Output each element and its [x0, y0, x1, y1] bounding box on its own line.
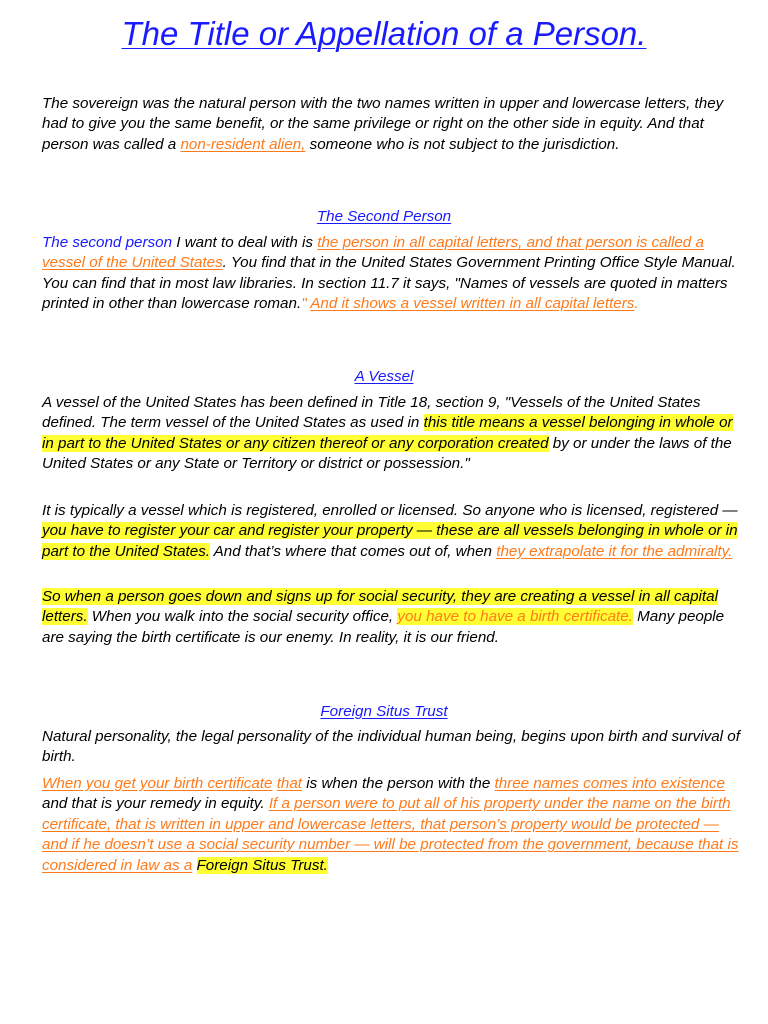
foreign-situs-trust-highlight: Foreign Situs Trust.: [196, 856, 328, 874]
register-property-highlight: you have to register your car and register your property — these are all vessels belonging in whole or in part to the United States.: [42, 522, 738, 560]
birth-certificate-paragraph: [42, 774, 742, 876]
vessel-capital-letters-link[interactable]: And it shows a vessel written in all capital letters: [310, 295, 635, 313]
second-person-lead: The second person: [42, 234, 173, 251]
vessel-registered-paragraph: [42, 501, 742, 562]
trust-text-space-3: [192, 857, 196, 874]
registered-text-2: And that’s where that comes out of, when: [210, 542, 497, 560]
social-security-text-2: Many people are saying the birth certificate is our enemy. In reality, it is our friend.: [42, 608, 725, 646]
heading-second-person[interactable]: The Second Person: [316, 208, 452, 225]
birth-certificate-link[interactable]: When you get your birth certificate: [42, 775, 273, 792]
natural-personality-paragraph: Natural personality, the legal personality of the individual human being, begins upon birth and survival of birth.: [42, 728, 740, 766]
trust-text-1: is when the person with the: [302, 775, 495, 792]
non-resident-alien-link[interactable]: non-resident alien,: [180, 135, 306, 153]
vessel-text-2: by or under the laws of the United States or any State or Territory or district or possession.": [42, 434, 732, 473]
property-name-link[interactable]: If a person were to put all of his property under the name on the birth certificate, that is written in upper and lowercase letters,: [42, 795, 731, 833]
three-names-link[interactable]: three names comes into existence: [494, 775, 725, 792]
closing-quote-mark: ": [301, 295, 307, 313]
heading-a-vessel[interactable]: A Vessel: [354, 368, 414, 385]
vessel-definition-paragraph: [42, 393, 742, 475]
intro-text-2: someone who is not subject to the jurisdiction.: [305, 135, 620, 153]
social-security-highlight: So when a person goes down and signs up for social security, they are creating a vessel in all capital letters.: [42, 588, 718, 626]
social-security-text-1: When you walk into the social security office,: [87, 608, 398, 626]
capital-letters-vessel-link[interactable]: the person in all capital letters, and that person is called a vessel of the United States: [42, 234, 704, 272]
second-person-period: .: [634, 295, 639, 313]
heading-foreign-situs-trust[interactable]: Foreign Situs Trust: [320, 703, 448, 720]
intro-paragraph: [42, 94, 742, 155]
vessel-definition-highlight: this title means a vessel belonging in whole or in part to the United States or any citizen thereof or any corporation created: [42, 414, 733, 452]
that-link[interactable]: that: [276, 775, 303, 792]
second-person-text-1: I want to deal with is: [172, 234, 318, 251]
social-security-paragraph: [42, 587, 742, 648]
second-person-paragraph: [42, 233, 742, 315]
vessel-text-1: A vessel of the United States has been defined in Title 18, section 9, "Vessels of the United States defined. The term vessel of the United States as used in: [42, 394, 701, 432]
second-person-text-2: . You find that in the United States Government Printing Office Style Manual. You can find that in most law libraries. In section 11.7 it says, "Names of vessels are quoted in matters printed in other than lowercase roman.: [42, 254, 736, 313]
registered-text-1: It is typically a vessel which is registered, enrolled or licensed. So anyone who is licensed, registered —: [42, 502, 738, 519]
page-title: The Title or Appellation of a Person.: [121, 15, 647, 52]
intro-text-1: The sovereign was the natural person with the two names written in upper and lowercase letters, they had to give you the same benefit, or the same privilege or right on the other side in equity. And that person was called a: [42, 95, 724, 153]
property-protected-link[interactable]: that person’s property would be protected — and if he doesn’t use a social security number — will be protected from the government, because that is considered in law as a: [42, 815, 739, 874]
birth-certificate-highlight: you have to have a birth certificate.: [397, 608, 633, 626]
admiralty-link[interactable]: they extrapolate it for the admiralty.: [496, 542, 733, 560]
trust-text-2: and that is your remedy in equity.: [42, 795, 269, 813]
